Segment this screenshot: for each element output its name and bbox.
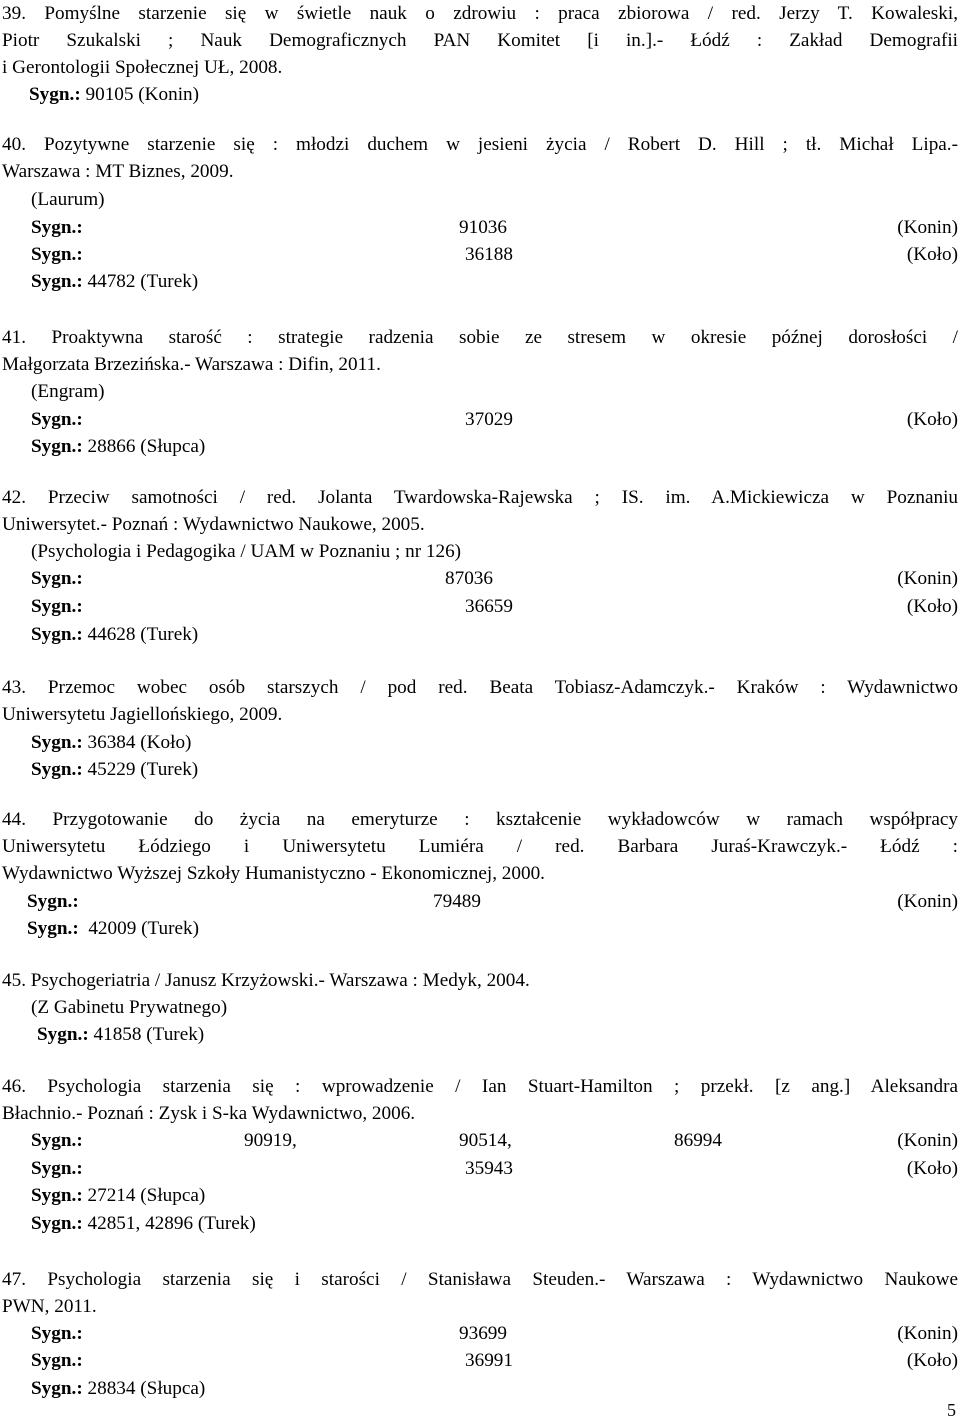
shelf-mark-row — [31, 1182, 205, 1209]
library-location: (Konin) — [897, 891, 958, 912]
shelf-mark-row — [31, 241, 958, 268]
entry-text-line: i Gerontologii Społecznej UŁ, 2008. — [2, 57, 283, 78]
entry-text-line: 47. Psychologia starzenia się i starości / Stanisława Steuden.- Warszawa : Wydawnictwo Naukowe — [2, 1269, 958, 1290]
shelf-mark-row — [31, 729, 191, 756]
entry-text-line: 41. Proaktywna starość : strategie radzenia sobie ze stresem w okresie późnej dorosłości / — [2, 327, 958, 348]
sygn-label: Sygn.: — [31, 217, 83, 238]
library-location: (Koło) — [906, 1350, 958, 1371]
sygn-label: Sygn.: — [31, 271, 83, 292]
shelf-mark-row — [31, 1375, 205, 1402]
series-note: (Z Gabinetu Prywatnego) — [31, 997, 228, 1018]
shelf-mark-number: 37029 — [465, 409, 513, 430]
series-note: (Psychologia i Pedagogika / UAM w Poznaniu ; nr 126) — [31, 541, 462, 562]
library-location: (Konin) — [897, 568, 958, 589]
shelf-mark-row — [31, 1155, 958, 1182]
sygn-label: Sygn.: — [31, 1158, 83, 1179]
shelf-mark-number: 79489 — [433, 891, 481, 912]
entry-text-line: Uniwersytetu Łódziego i Uniwersytetu Lumiéra / red. Barbara Juraś-Krawczyk.- Łódź : — [2, 836, 958, 857]
sygn-label: Sygn.: — [31, 436, 83, 457]
library-location: (Koło) — [906, 244, 958, 265]
shelf-mark-value: 28834 (Słupca) — [82, 1378, 206, 1399]
shelf-mark-number: 87036 — [445, 568, 493, 589]
shelf-mark-number: 93699 — [459, 1323, 507, 1344]
sygn-label: Sygn.: — [31, 624, 83, 645]
page-number: 5 — [947, 1400, 956, 1420]
entry-text-line: 42. Przeciw samotności / red. Jolanta Twardowska-Rajewska ; IS. im. A.Mickiewicza w Poznaniu — [2, 487, 958, 508]
sygn-label: Sygn.: — [31, 568, 83, 589]
sygn-label: Sygn.: — [31, 244, 83, 265]
shelf-mark-value: 41858 (Turek) — [88, 1024, 205, 1045]
shelf-mark-number: 36659 — [465, 596, 513, 617]
shelf-mark-row — [31, 756, 198, 783]
shelf-mark-value: 90105 (Konin) — [80, 84, 200, 105]
sygn-label: Sygn.: — [37, 1024, 89, 1045]
shelf-mark-number: 91036 — [459, 217, 507, 238]
shelf-mark-value: 36384 (Koło) — [82, 732, 192, 753]
library-location: (Koło) — [906, 1158, 958, 1179]
shelf-mark-value: 45229 (Turek) — [82, 759, 199, 780]
shelf-mark-row — [37, 1021, 204, 1048]
shelf-mark-number: 86994 — [674, 1130, 722, 1151]
series-note: (Engram) — [31, 381, 105, 402]
sygn-label: Sygn.: — [31, 732, 83, 753]
shelf-mark-value: 44628 (Turek) — [82, 624, 199, 645]
sygn-label: Sygn.: — [31, 596, 83, 617]
shelf-mark-number: 90919, — [244, 1130, 297, 1151]
series-note: (Laurum) — [31, 189, 105, 210]
shelf-mark-value: 27214 (Słupca) — [82, 1185, 206, 1206]
sygn-label: Sygn.: — [27, 891, 79, 912]
entry-text-line: Wydawnictwo Wyższej Szkoły Humanistyczno - Ekonomicznej, 2000. — [2, 863, 545, 884]
shelf-mark-row — [31, 593, 958, 620]
entry-text-line: PWN, 2011. — [2, 1296, 97, 1317]
library-location: (Koło) — [906, 596, 958, 617]
shelf-mark-row — [31, 433, 205, 460]
library-location: (Konin) — [897, 217, 958, 238]
library-location: (Konin) — [897, 1130, 958, 1151]
shelf-mark-value: 42009 (Turek) — [78, 918, 199, 939]
shelf-mark-row — [31, 565, 958, 592]
entry-text-line: Uniwersytetu Jagiellońskiego, 2009. — [2, 704, 283, 725]
shelf-mark-row — [31, 1347, 958, 1374]
shelf-mark-value: 28866 (Słupca) — [82, 436, 206, 457]
shelf-mark-row — [31, 268, 198, 295]
sygn-label: Sygn.: — [31, 409, 83, 430]
entry-text-line: Małgorzata Brzezińska.- Warszawa : Difin, 2011. — [2, 354, 381, 375]
shelf-mark-number: 36991 — [465, 1350, 513, 1371]
sygn-label: Sygn.: — [31, 1323, 83, 1344]
entry-text-line: 39. Pomyślne starzenie się w świetle nauk o zdrowiu : praca zbiorowa / red. Jerzy T. Kowaleski, — [2, 3, 958, 24]
entry-text-line: 40. Pozytywne starzenie się : młodzi duchem w jesieni życia / Robert D. Hill ; tł. Michał Lipa.- — [2, 134, 958, 155]
sygn-label: Sygn.: — [29, 84, 81, 105]
shelf-mark-row — [31, 406, 958, 433]
shelf-mark-value: 44782 (Turek) — [82, 271, 199, 292]
sygn-label: Sygn.: — [31, 1185, 83, 1206]
sygn-label: Sygn.: — [31, 1378, 83, 1399]
shelf-mark-row — [31, 1210, 256, 1237]
sygn-label: Sygn.: — [31, 1130, 83, 1151]
shelf-mark-value: 42851, 42896 (Turek) — [82, 1213, 256, 1234]
entry-text-line: 43. Przemoc wobec osób starszych / pod red. Beata Tobiasz-Adamczyk.- Kraków : Wydawnictwo — [2, 677, 958, 698]
shelf-mark-row — [31, 214, 958, 241]
sygn-label: Sygn.: — [31, 759, 83, 780]
entry-text-line: Piotr Szukalski ; Nauk Demograficznych PAN Komitet [i in.].- Łódź : Zakład Demografii — [2, 30, 958, 51]
sygn-label: Sygn.: — [27, 918, 79, 939]
entry-text-line: 45. Psychogeriatria / Janusz Krzyżowski.- Warszawa : Medyk, 2004. — [2, 970, 530, 991]
sygn-label: Sygn.: — [31, 1213, 83, 1234]
shelf-mark-number: 36188 — [465, 244, 513, 265]
shelf-mark-row — [27, 915, 199, 942]
entry-text-line: Warszawa : MT Biznes, 2009. — [2, 161, 234, 182]
shelf-mark-row — [31, 621, 198, 648]
library-location: (Koło) — [906, 409, 958, 430]
shelf-mark-number: 90514, — [459, 1130, 512, 1151]
entry-text-line: Błachnio.- Poznań : Zysk i S-ka Wydawnictwo, 2006. — [2, 1103, 416, 1124]
shelf-mark-row — [27, 888, 958, 915]
shelf-mark-row — [31, 1127, 958, 1154]
shelf-mark-row — [29, 81, 199, 108]
entry-text-line: 46. Psychologia starzenia się : wprowadzenie / Ian Stuart-Hamilton ; przekł. [z ang.] Aleksandra — [2, 1076, 958, 1097]
sygn-label: Sygn.: — [31, 1350, 83, 1371]
entry-text-line: 44. Przygotowanie do życia na emeryturze : kształcenie wykładowców w ramach współpracy — [2, 809, 958, 830]
shelf-mark-number: 35943 — [465, 1158, 513, 1179]
shelf-mark-row — [31, 1320, 958, 1347]
entry-text-line: Uniwersytet.- Poznań : Wydawnictwo Naukowe, 2005. — [2, 514, 425, 535]
library-location: (Konin) — [897, 1323, 958, 1344]
